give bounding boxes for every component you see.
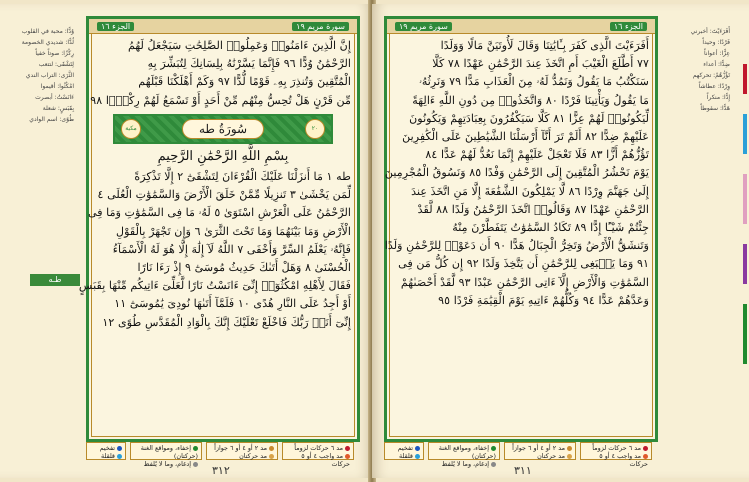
verse-line: طه ١ مَا أَنزَلْنَا عَلَيْكَ الْقُرْءَانَ لِتَشْقَىٰٓ ٢ إِلَّا تَذْكِرَةً [134, 170, 351, 184]
verse-line: الرَّحْمَٰنُ عَلَى الْعَرْشِ اسْتَوَىٰ ٥ لَهُۥ مَا فِى السَّمَٰوَٰتِ وَمَا فِى [87, 206, 351, 220]
legend-text: مد ٦ حركات لزوماً [592, 444, 641, 452]
legend-text: إدغام، وما لا يُلفظ [143, 460, 191, 468]
margin-note: إِدًّا: منكراً [706, 94, 730, 101]
margin-note: هَدًّا: سقوطاً [700, 105, 730, 112]
legend-cell [384, 442, 424, 460]
index-edge-mark[interactable] [743, 114, 747, 154]
legend-dot-icon [117, 446, 122, 451]
legend-dot-icon [193, 446, 198, 451]
sura-number-medal: ٢٠ [305, 119, 325, 139]
legend-text: إخفاء، ومواقع الغنة (حركتان) [140, 444, 198, 460]
left-margin-notes [10, 28, 74, 127]
legend-dot-icon [567, 446, 572, 451]
legend-cell [130, 442, 202, 468]
verse-line: تَؤُزُّهُمْ أَزًّا ٨٣ فَلَا تَعْجَلْ عَلَيْهِمْ إِنَّمَا نَعُدُّ لَهُمْ عَدًّا ٨٤ [425, 148, 649, 162]
legend-dot-icon [415, 446, 420, 451]
tajweed-legend-right [384, 442, 652, 468]
legend-dot-icon [491, 462, 496, 467]
legend-text: مد ٢ أو ٤ أو ٦ جوازاً [214, 444, 267, 452]
margin-note: أَفَرَءَيْتَ: أخبرني [690, 28, 730, 35]
verse-line: الرَّحْمَٰنِ عَهْدًا ٨٧ وَقَالُوا۟ اتَّخَذَ الرَّحْمَٰنُ وَلَدًا ٨٨ لَّقَدْ [417, 202, 649, 216]
margin-note: فَرْدًا: وحيداً [702, 39, 730, 46]
right-page [372, 4, 749, 478]
margin-note: لِتَشْقَى: لتتعب [38, 61, 74, 68]
legend-cell [428, 442, 500, 468]
right-page-header [387, 19, 655, 34]
sura-side-tab[interactable]: طـه [30, 274, 80, 286]
verse-line: سَنَكْتُبُ مَا يَقُولُ وَنَمُدُّ لَهُۥ مِنَ الْعَذَابِ مَدًّا ٧٩ وَنَرِثُهُۥ [419, 75, 649, 89]
margin-note: لُدًّا: شديدي الخصومة [21, 39, 74, 46]
verse-line: الْمُتَّقِينَ وَتُنذِرَ بِهِۦ قَوْمًا لُّدًّا ٩٧ وَكَمْ أَهْلَكْنَا قَبْلَهُم [138, 75, 351, 89]
verse-line: الْحُسْنَىٰ ٨ وَهَلْ أَتَىٰكَ حَدِيثُ مُوسَىٰٓ ٩ إِذْ رَءَا نَارًا [137, 261, 351, 275]
index-edge-mark[interactable] [743, 304, 747, 364]
verse-line: عَلَيْهِمْ ضِدًّا ٨٢ أَلَمْ تَرَ أَنَّآ أَرْسَلْنَا الشَّيَٰطِينَ عَلَى الْكَٰفِرِينَ [402, 130, 649, 144]
legend-dot-icon [269, 454, 274, 459]
sura-title-banner [113, 114, 333, 144]
legend-text: إدغام، وما لا يُلفظ [441, 460, 489, 468]
sura-type-medal: مكية [121, 119, 141, 139]
verse-line: لِّمَن يَخْشَىٰ ٣ تَنزِيلًا مِّمَّنْ خَلَقَ الْأَرْضَ وَالسَّمَٰوَٰتِ الْعُلَى ٤ [97, 188, 351, 202]
right-text-frame [384, 16, 658, 442]
legend-dot-icon [345, 454, 350, 459]
margin-note: وِرْدًا: عطاشاً [698, 83, 730, 90]
verse-line: مِّن قَرْنٍ هَلْ تُحِسُّ مِنْهُم مِّنْ أَحَدٍ أَوْ تَسْمَعُ لَهُمْ رِكْزًۢا ٩٨ [90, 93, 351, 107]
page-number: ٣١٢ [212, 464, 230, 477]
legend-text: مد حركتان [537, 452, 565, 460]
right-margin-notes [666, 28, 730, 116]
basmala: بِسْمِ اللَّهِ الرَّحْمَٰنِ الرَّحِيمِ [157, 148, 289, 164]
verse-line: مَا يَقُولُ وَيَأْتِينَا فَرْدًا ٨٠ وَاتَّخَذُوا۟ مِن دُونِ اللَّهِ ءَالِهَةً [412, 93, 649, 107]
legend-cell [206, 442, 278, 460]
legend-cell [504, 442, 576, 460]
left-page [0, 4, 372, 478]
legend-text: مد واجب ٤ أو ٥ حركات [599, 452, 648, 468]
legend-text: مد ٢ أو ٤ أو ٦ جوازاً [512, 444, 565, 452]
left-text-frame [78, 16, 360, 442]
margin-note: وُدًّا: محبة في القلوب [21, 28, 74, 35]
sura-title: سُورَةُ طه [182, 119, 264, 139]
legend-dot-icon [567, 454, 572, 459]
left-page-header [89, 19, 357, 34]
index-edge-mark[interactable] [743, 174, 747, 224]
margin-note: امْكُثُوا: أقيموا [40, 83, 74, 90]
margin-note: طُوًى: اسم الوادي [29, 116, 74, 123]
verse-line: أَفَرَءَيْتَ الَّذِى كَفَرَ بِـَٔايَٰتِنَا وَقَالَ لَأُوتَيَنَّ مَالًا وَوَلَدًا [440, 39, 649, 52]
left-text-body [78, 37, 351, 435]
margin-note: تَؤُزُّهُمْ: تحركهم [692, 72, 730, 79]
verse-line: يَوْمَ نَحْشُرُ الْمُتَّقِينَ إِلَى الرَّحْمَٰنِ وَفْدًا ٨٥ وَنَسُوقُ الْمُجْرِمِينَ [384, 166, 649, 180]
verse-line: إِلَىٰ جَهَنَّمَ وِرْدًا ٨٦ لَّا يَمْلِكُونَ الشَّفَٰعَةَ إِلَّا مَنِ اتَّخَذَ عِندَ [411, 184, 649, 198]
verse-line: إِنِّىٓ أَنَا۠ رَبُّكَ فَاخْلَعْ نَعْلَيْكَ إِنَّكَ بِالْوَادِ الْمُقَدَّسِ طُوًى ١٢ [102, 315, 351, 329]
margin-note: ضِدًّا: أعداء [703, 61, 730, 68]
legend-dot-icon [643, 446, 648, 451]
legend-cell [282, 442, 354, 468]
margin-note: الثَّرَى: التراب الندي [25, 72, 74, 79]
page-number: ٣١١ [514, 464, 532, 477]
legend-text: قلقلة [101, 452, 115, 460]
legend-dot-icon [345, 446, 350, 451]
legend-cell [580, 442, 652, 468]
verse-line: ٧٧ أَطَّلَعَ الْغَيْبَ أَمِ اتَّخَذَ عِندَ الرَّحْمَٰنِ عَهْدًا ٧٨ كَلَّا [432, 57, 649, 71]
margin-note: رِكْزًا: صوتاً خفياً [35, 50, 74, 57]
verse-line: السَّمَٰوَٰتِ وَالْأَرْضِ إِلَّآ ءَاتِى الرَّحْمَٰنِ عَبْدًا ٩٣ لَّقَدْ أَحْصَىٰهُمْ [400, 275, 649, 289]
verse-line: الْأَرْضِ وَمَا بَيْنَهُمَا وَمَا تَحْتَ الثَّرَىٰ ٦ وَإِن تَجْهَرْ بِالْقَوْلِ [116, 224, 351, 238]
index-edge-mark[interactable] [743, 64, 747, 94]
verse-line: أَوْ أَجِدُ عَلَى النَّارِ هُدًى ١٠ فَلَمَّآ أَتَىٰهَا نُودِىَ يَٰمُوسَىٰٓ ١١ [114, 297, 351, 311]
margin-note: ءَانَسْتُ: أبصرت [35, 94, 74, 101]
verse-line: فَإِنَّهُۥ يَعْلَمُ السِّرَّ وَأَخْفَى ٧ اللَّهُ لَآ إِلَٰهَ إِلَّا هُوَ لَهُ الْأَسْمَآءُ [112, 242, 351, 256]
margin-note: عِزًّا: أعواناً [704, 50, 730, 57]
margin-note: بِقَبَسٍ: شعلة [42, 105, 74, 112]
index-edge-mark[interactable] [743, 244, 747, 284]
legend-dot-icon [117, 454, 122, 459]
verse-line: إِنَّ الَّذِينَ ءَامَنُوا۟ وَعَمِلُوا۟ الصَّٰلِحَٰتِ سَيَجْعَلُ لَهُمُ [127, 39, 351, 52]
legend-text: مد حركتان [239, 452, 267, 460]
verse-line: جِئْتُمْ شَيْـًٔا إِدًّا ٨٩ تَكَادُ السَّمَٰوَٰتُ يَتَفَطَّرْنَ مِنْهُ [452, 221, 649, 235]
legend-text: إخفاء، ومواقع الغنة (حركتان) [438, 444, 496, 460]
legend-dot-icon [643, 454, 648, 459]
legend-text: تفخيم [397, 444, 413, 452]
verse-line: لِّيَكُونُوا۟ لَهُمْ عِزًّا ٨١ كَلَّا سَيَكْفُرُونَ بِعِبَادَتِهِمْ وَيَكُونُونَ [409, 111, 649, 125]
legend-text: تفخيم [99, 444, 115, 452]
legend-text: مد ٦ حركات لزوماً [294, 444, 343, 452]
juz-label: الجزء ١٦ [610, 22, 647, 31]
right-text-body [384, 37, 649, 435]
legend-cell [86, 442, 126, 460]
verse-line: فَقَالَ لِأَهْلِهِ امْكُثُوٓا۟ إِنِّىٓ ءَانَسْتُ نَارًا لَّعَلِّىٓ ءَاتِيكُم مِّنْهَا بِقَبَسٍ [78, 279, 351, 293]
juz-label: الجزء ١٦ [97, 22, 134, 31]
verse-line: وَعَدَّهُمْ عَدًّا ٩٤ وَكُلُّهُمْ ءَاتِيهِ يَوْمَ الْقِيَٰمَةِ فَرْدًا ٩٥ [438, 293, 649, 307]
sura-label: سورة مريم ١٩ [395, 22, 452, 31]
verse-line: وَتَنشَقُّ الْأَرْضُ وَتَخِرُّ الْجِبَالُ هَدًّا ٩٠ أَن دَعَوْا۟ لِلرَّحْمَٰنِ وَلَدًا [384, 239, 649, 253]
verse-line: ٩١ وَمَا يَنۢبَغِى لِلرَّحْمَٰنِ أَن يَتَّخِذَ وَلَدًا ٩٢ إِن كُلُّ مَن فِى [398, 257, 649, 271]
legend-text: قلقلة [399, 452, 413, 460]
legend-dot-icon [269, 446, 274, 451]
legend-dot-icon [415, 454, 420, 459]
legend-text: مد واجب ٤ أو ٥ حركات [301, 452, 350, 468]
verse-line: الرَّحْمَٰنُ وُدًّا ٩٦ فَإِنَّمَا يَسَّرْنَٰهُ بِلِسَانِكَ لِتُبَشِّرَ بِهِ [147, 57, 351, 71]
tajweed-legend-left [86, 442, 354, 468]
sura-label: سورة مريم ١٩ [292, 22, 349, 31]
legend-dot-icon [193, 462, 198, 467]
legend-dot-icon [491, 446, 496, 451]
